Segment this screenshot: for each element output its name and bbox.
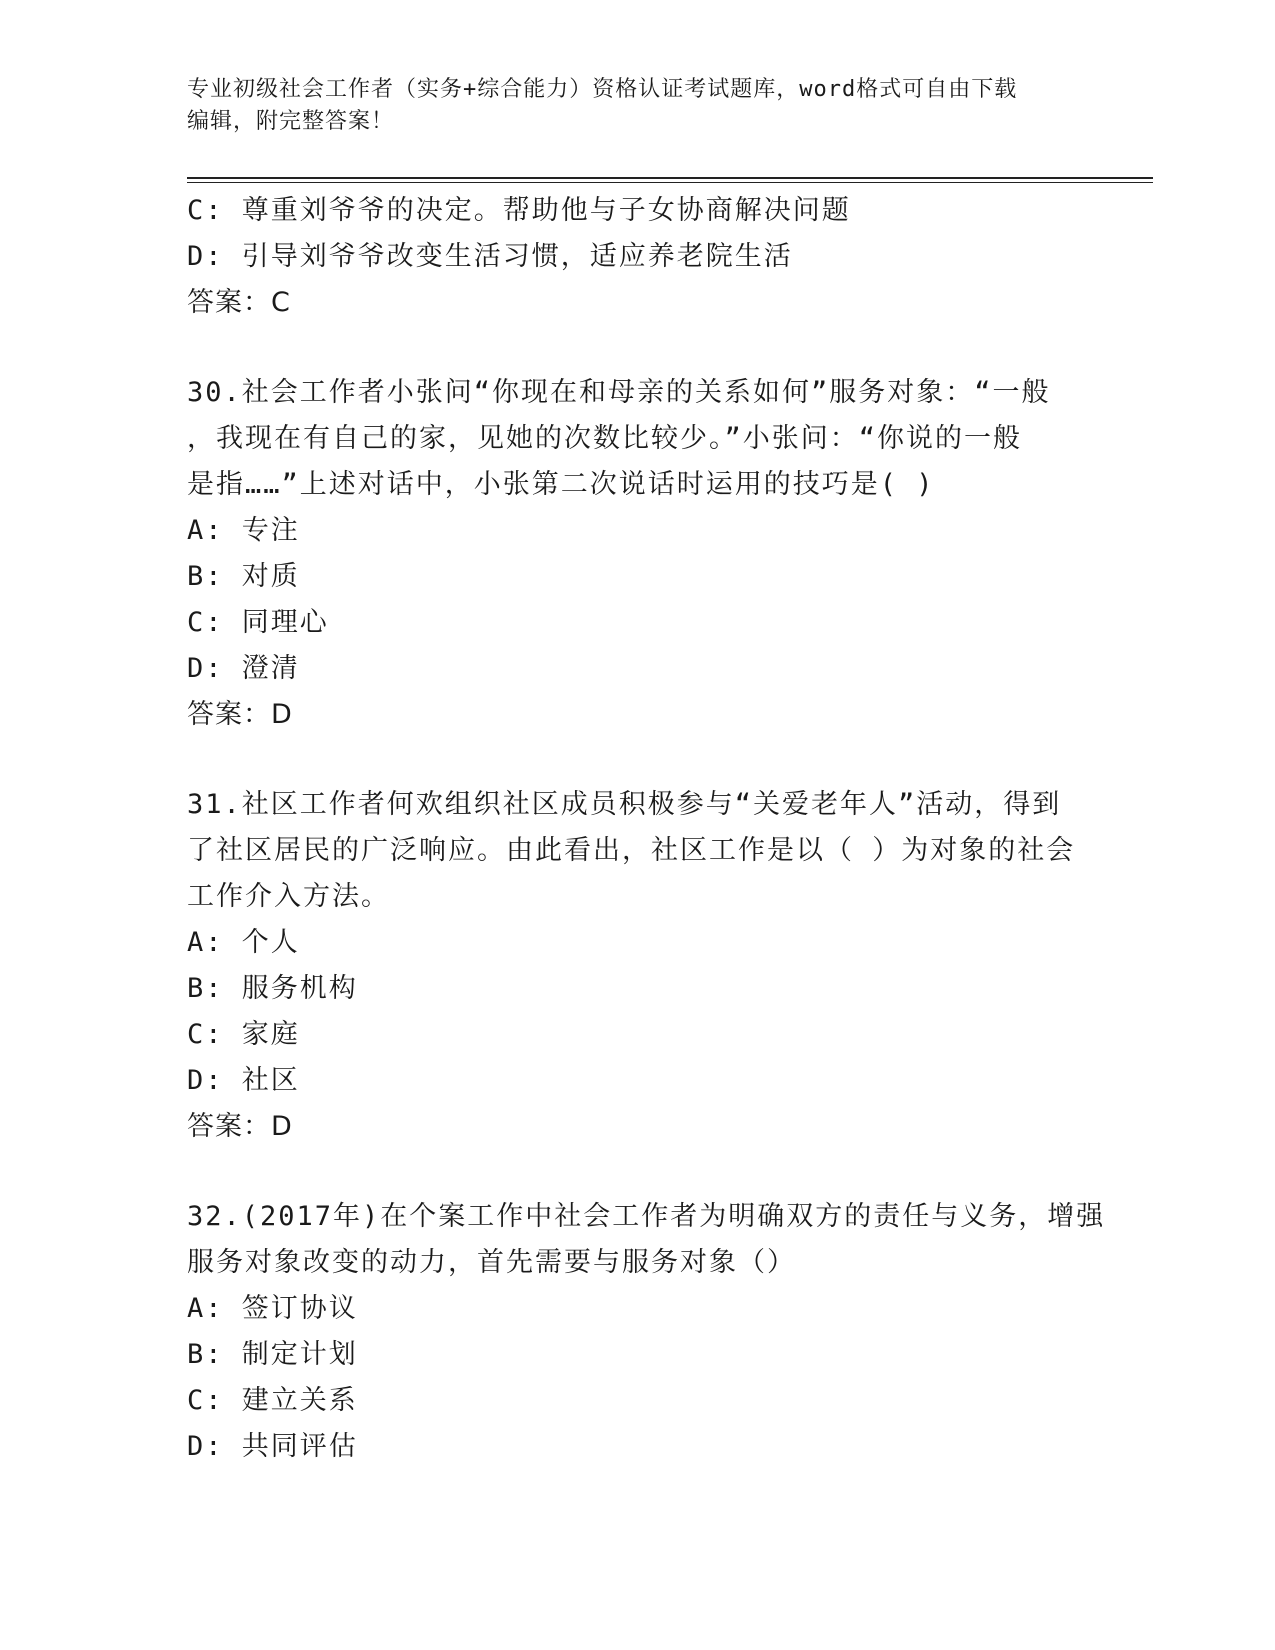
question-text-line: 服务对象改变的动力，首先需要与服务对象（）	[187, 1247, 796, 1278]
spacer	[187, 326, 1087, 370]
question-content	[187, 188, 1106, 1470]
option-b: B: 对质	[187, 561, 300, 592]
question-31	[187, 782, 1087, 1150]
spacer	[187, 1150, 1087, 1194]
spacer	[187, 738, 1087, 782]
option-c: C: 家庭	[187, 1019, 300, 1050]
question-text-line: 30.社会工作者小张问“你现在和母亲的关系如何”服务对象：“一般	[187, 377, 1051, 408]
option-a: A: 签订协议	[187, 1293, 358, 1324]
question-text-line: 31.社区工作者何欢组织社区成员积极参与“关爱老年人”活动，得到	[187, 789, 1062, 820]
question-text-line: 是指……”上述对话中，小张第二次说话时运用的技巧是( )	[187, 469, 935, 500]
question-text-line: 32.(2017年)在个案工作中社会工作者为明确双方的责任与义务，增强	[187, 1201, 1106, 1232]
question-30	[187, 370, 1087, 738]
question-29-continuation	[187, 188, 1087, 326]
answer-line: 答案：D	[187, 1111, 293, 1142]
option-a: A: 个人	[187, 927, 300, 958]
option-c: C: 同理心	[187, 607, 329, 638]
answer-line: 答案：D	[187, 699, 293, 730]
option-d: D: 引导刘爷爷改变生活习惯，适应养老院生活	[187, 241, 793, 272]
answer-line: 答案：C	[187, 287, 291, 318]
header-line-1: 专业初级社会工作者（实务+综合能力）资格认证考试题库，word格式可自由下载	[187, 77, 1018, 102]
header-line-2: 编辑，附完整答案！	[187, 109, 395, 134]
option-a: A: 专注	[187, 515, 300, 546]
option-d: D: 共同评估	[187, 1431, 358, 1462]
option-b: B: 制定计划	[187, 1339, 358, 1370]
option-d: D: 澄清	[187, 653, 300, 684]
option-c: C: 尊重刘爷爷的决定。帮助他与子女协商解决问题	[187, 195, 851, 226]
header-divider-thin	[187, 182, 1153, 183]
option-d: D: 社区	[187, 1065, 300, 1096]
option-b: B: 服务机构	[187, 973, 358, 1004]
question-text-line: 工作介入方法。	[187, 881, 390, 912]
question-text-line: 了社区居民的广泛响应。由此看出，社区工作是以（ ）为对象的社会	[187, 835, 1076, 866]
page-header	[187, 74, 1087, 138]
option-c: C: 建立关系	[187, 1385, 358, 1416]
header-divider-thick	[187, 177, 1153, 179]
question-32	[187, 1194, 1106, 1470]
question-text-line: ，我现在有自己的家，见她的次数比较少。”小张问：“你说的一般	[187, 423, 1023, 454]
